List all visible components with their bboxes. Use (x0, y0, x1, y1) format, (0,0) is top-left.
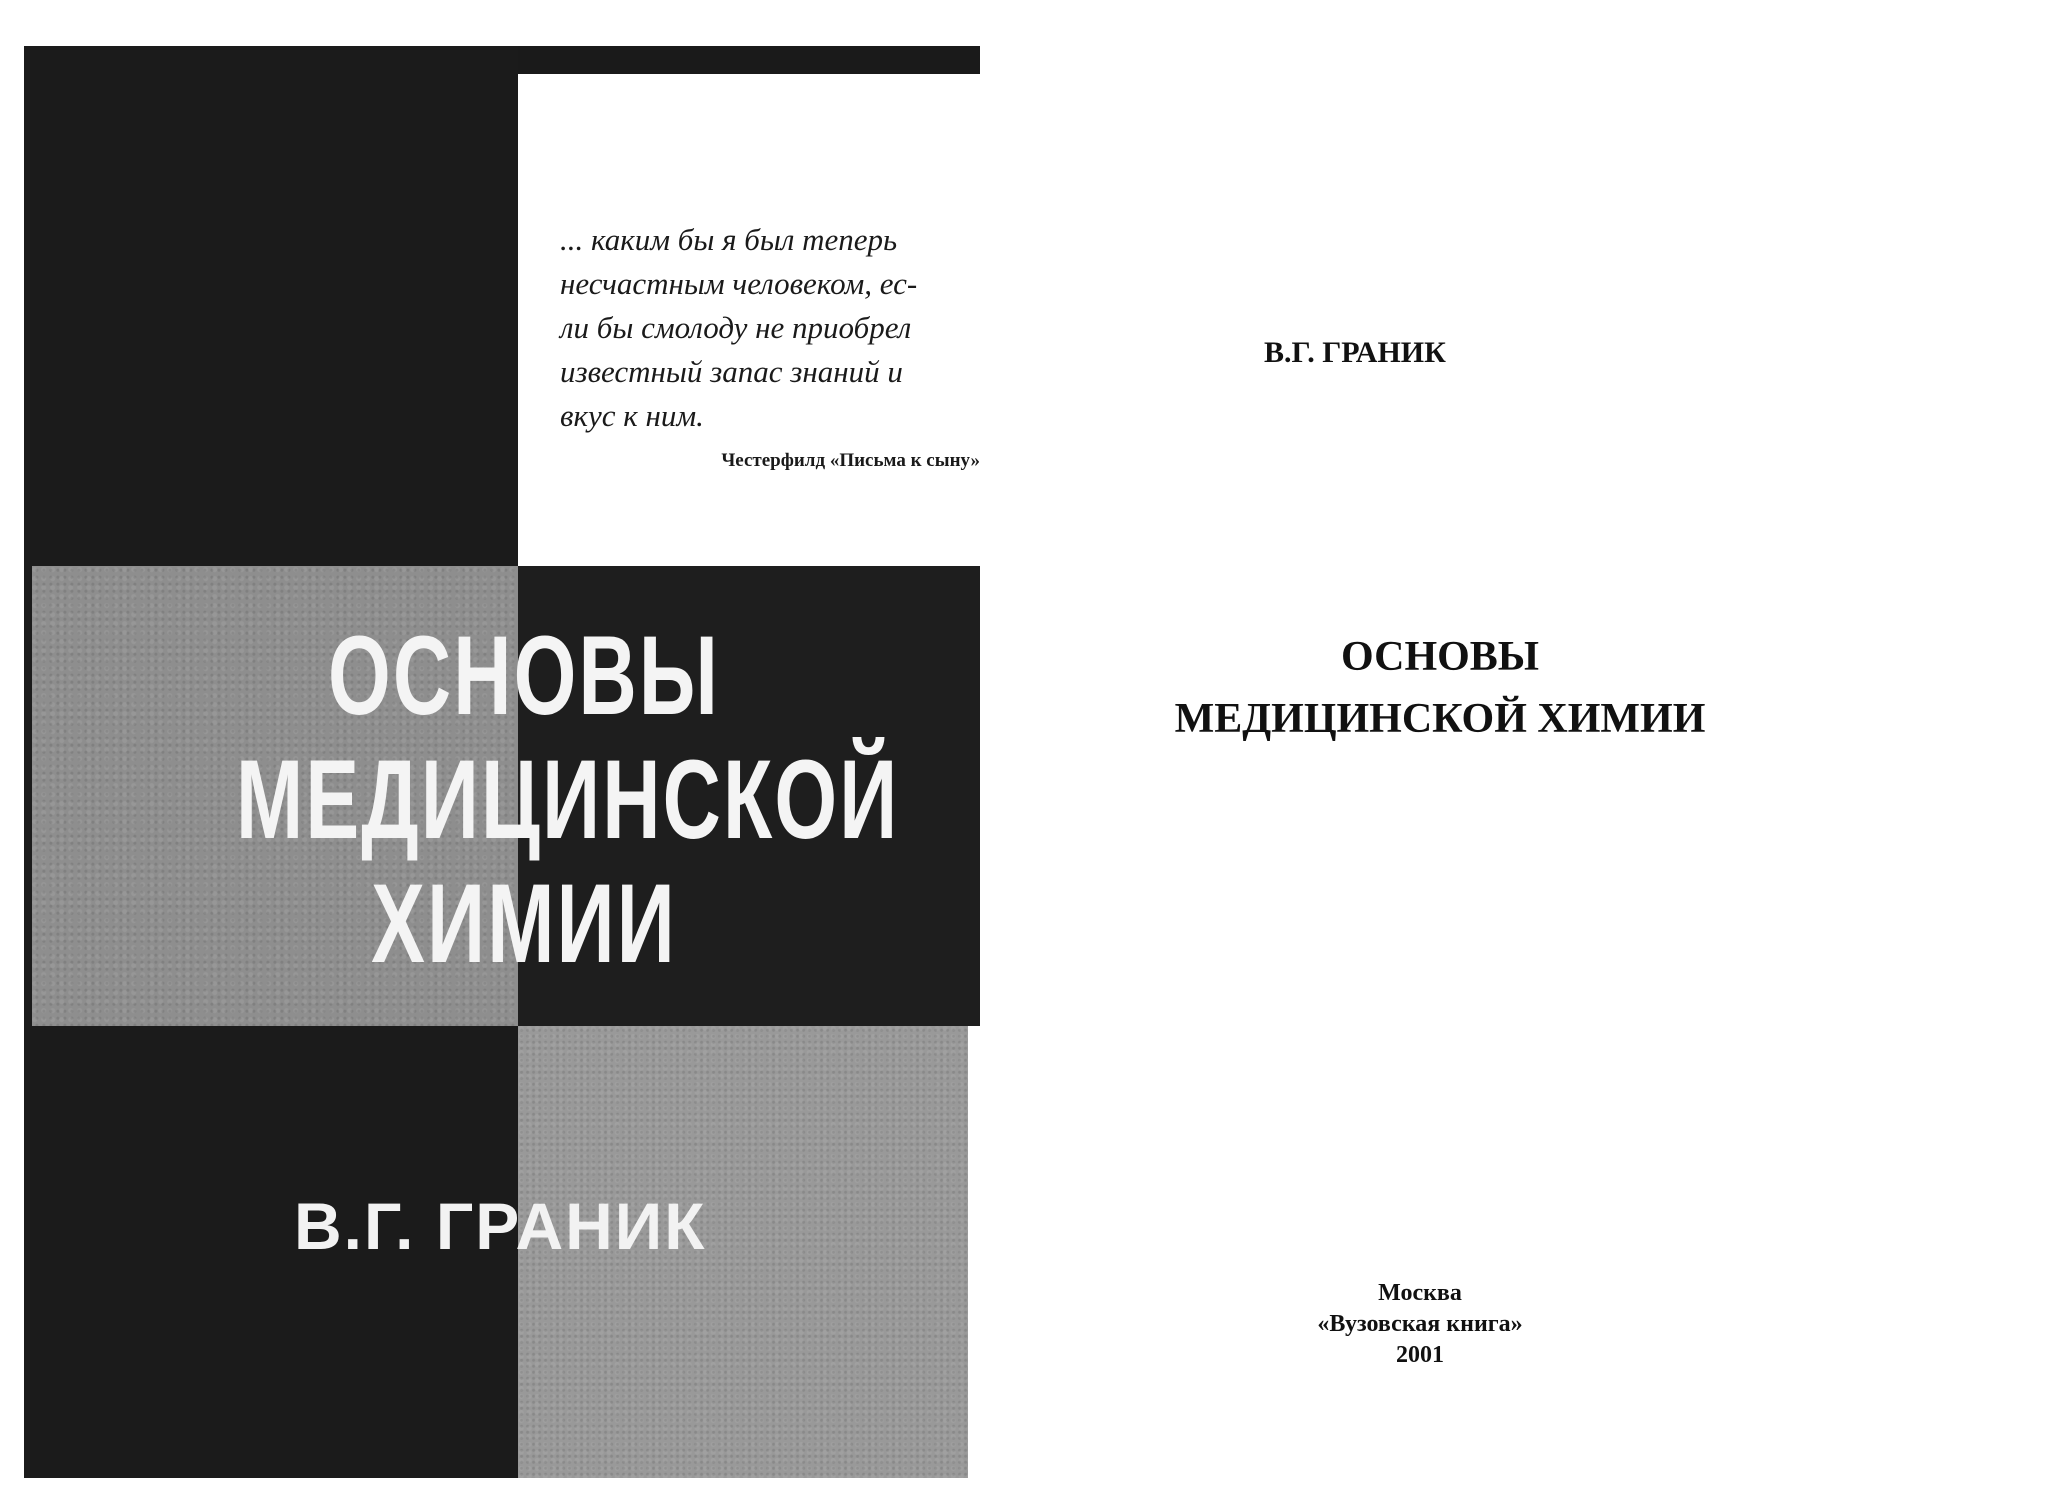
title-page-imprint (1240, 1278, 1600, 1371)
cover-title-line: ХИМИИ (371, 861, 677, 986)
epigraph-line: ли бы смолоду не приобрел (560, 310, 912, 345)
epigraph-line: известный запас знаний и (560, 354, 903, 389)
epigraph-source: Честерфилд «Письма к сыну» (721, 450, 980, 471)
epigraph-line: вкус к ним. (560, 398, 704, 433)
imprint-publisher: «Вузовская книга» (1317, 1311, 1523, 1337)
imprint-city: Москва (1378, 1280, 1462, 1306)
title-page-title-line: ОСНОВЫ (1340, 634, 1540, 680)
title-page-title-line: МЕДИЦИНСКОЙ ХИМИИ (1174, 696, 1706, 742)
title-page (1040, 0, 2064, 1500)
title-page-author: В.Г. ГРАНИК (1264, 336, 1446, 369)
title-page-title (1060, 626, 1820, 750)
book-cover (24, 46, 980, 1478)
epigraph-line: ... каким бы я был теперь (560, 222, 898, 257)
cover-author: В.Г. ГРАНИК (294, 1189, 707, 1263)
cover-title-line: ОСНОВЫ (327, 613, 721, 738)
cover-block-black-top-left (24, 46, 518, 566)
cover-top-strip (518, 46, 980, 74)
cover-epigraph (560, 218, 980, 438)
cover-title-line: МЕДИЦИНСКОЙ (236, 737, 900, 862)
epigraph-line: несчастным человеком, ес- (560, 266, 918, 301)
imprint-year: 2001 (1396, 1342, 1444, 1368)
cover-edge (24, 566, 32, 1026)
cover-title (124, 614, 924, 986)
